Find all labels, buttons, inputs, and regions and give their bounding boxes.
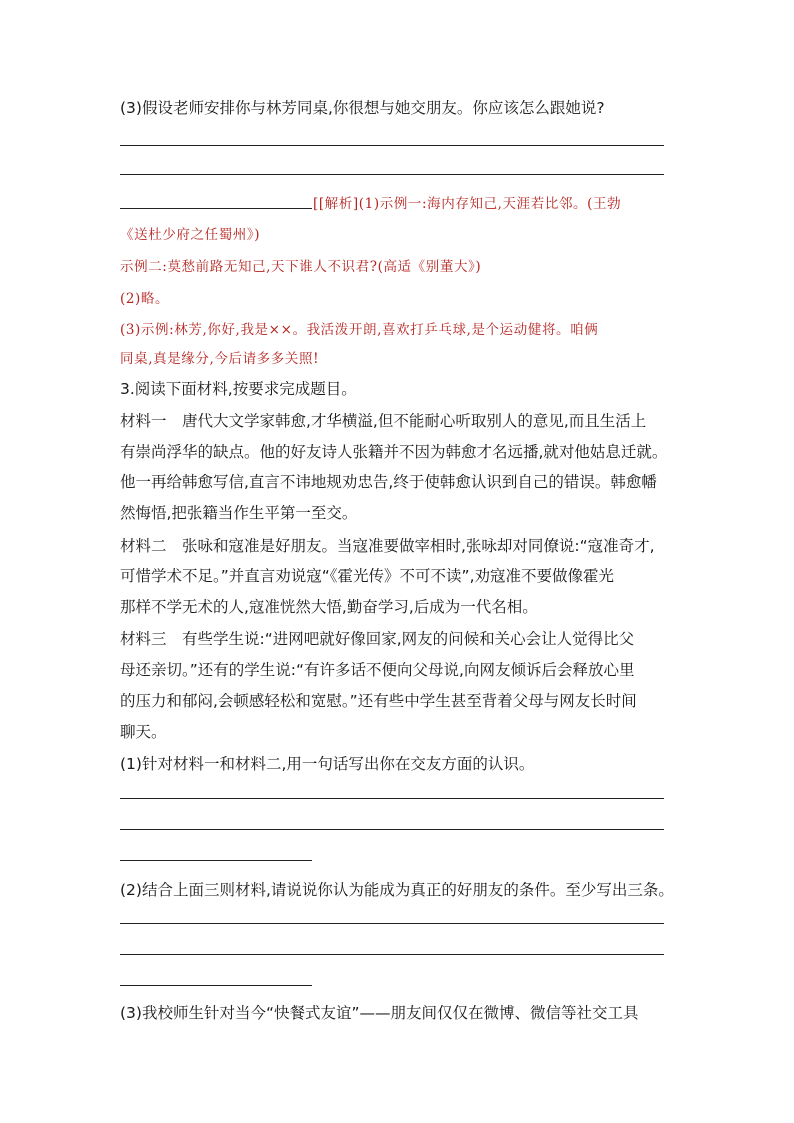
material-1-line: 然悔悟,把张籍当作生平第一至交。 — [120, 504, 358, 522]
material-3-line: 材料三 有些学生说:“进网吧就好像回家,网友的问候和关心会让人觉得比父 — [120, 630, 635, 648]
analysis-line-2: 《送杜少府之任蜀州》) — [120, 227, 261, 243]
answer-line — [120, 145, 664, 146]
material-3-line: 母还亲切。”还有的学生说:“有许多话不便向父母说,向网友倾诉后会释放心里 — [120, 661, 635, 679]
answer-line-short — [120, 208, 312, 209]
answer-line — [120, 829, 664, 830]
answer-line — [120, 923, 664, 924]
material-3-line: 聊天。 — [120, 723, 167, 741]
analysis-line-1: [[解析](1)示例一:海内存知己,天涯若比邻。(王勃 — [313, 196, 622, 212]
material-2-line: 那样不学无术的人,寇准恍然大悟,勤奋学习,后成为一代名相。 — [120, 598, 538, 616]
question-2: (2)结合上面三则材料,请说说你认为能成为真正的好朋友的条件。至少写出三条。 — [120, 881, 674, 899]
section-title: 3.阅读下面材料,按要求完成题目。 — [120, 380, 357, 398]
question-1: (1)针对材料一和材料二,用一句话写出你在交友方面的认识。 — [120, 755, 535, 773]
analysis-line-6: 同桌,真是缘分,今后请多多关照! — [120, 351, 320, 367]
material-3-line: 的压力和郁闷,会顿感轻松和宽慰。”还有些中学生甚至背着父母与网友长时间 — [120, 692, 637, 710]
analysis-line-3: 示例二:莫愁前路无知己,天下谁人不识君?(高适《别董大》) — [120, 259, 482, 275]
material-1-line: 他一再给韩愈写信,直言不讳地规劝忠告,终于使韩愈认识到自己的错误。韩愈幡 — [120, 473, 657, 491]
question-3: (3)我校师生针对当今“快餐式友谊”——朋友间仅仅在微博、微信等社交工具 — [120, 1004, 639, 1022]
material-2-line: 可惜学术不足。”并直言劝说寇“《霍光传》不可不读”,劝寇准不要做像霍光 — [120, 567, 615, 585]
analysis-line-5: (3)示例:林芳,你好,我是××。我活泼开朗,喜欢打乒乓球,是个运动健将。咱俩 — [120, 322, 599, 338]
material-1-line: 有崇尚浮华的缺点。他的好友诗人张籍并不因为韩愈才名远播,就对他姑息迁就。 — [120, 443, 668, 461]
answer-line-short — [120, 860, 312, 861]
answer-line — [120, 954, 664, 955]
answer-line — [120, 798, 664, 799]
material-1-line: 材料一 唐代大文学家韩愈,才华横溢,但不能耐心听取别人的意见,而且生活上 — [120, 412, 647, 430]
answer-line — [120, 174, 664, 175]
q3-prompt: (3)假设老师安排你与林芳同桌,你很想与她交朋友。你应该怎么跟她说? — [120, 99, 605, 117]
analysis-line-4: (2)略。 — [120, 291, 170, 307]
answer-line-short — [120, 985, 312, 986]
material-2-line: 材料二 张咏和寇准是好朋友。当寇准要做宰相时,张咏却对同僚说:“寇准奇才, — [120, 537, 655, 555]
